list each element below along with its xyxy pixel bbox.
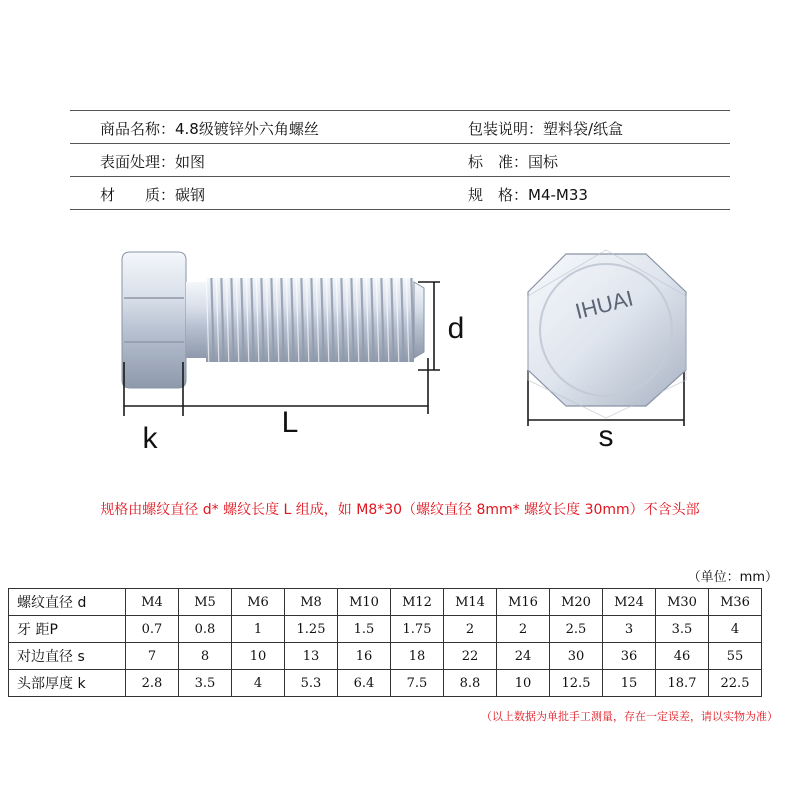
table-cell: 0.8 (179, 616, 232, 643)
table-cell: M12 (391, 589, 444, 616)
table-cell: 5.3 (285, 670, 338, 697)
specification-note: 规格由螺纹直径 d* 螺纹长度 L 组成，如 M8*30（螺纹直径 8mm* 螺纹长度 30mm）不含头部 (100, 502, 700, 518)
label-d: d (447, 312, 465, 345)
table-cell: M24 (603, 589, 656, 616)
info-row (70, 110, 730, 144)
row-header: 对边直径 s (9, 643, 126, 670)
table-cell: 24 (497, 643, 550, 670)
bolt-side-view (122, 252, 424, 388)
table-cell: 46 (656, 643, 709, 670)
bolt-dimension-drawing (0, 230, 800, 470)
table-cell: 15 (603, 670, 656, 697)
table-cell: M20 (550, 589, 603, 616)
table-cell: 30 (550, 643, 603, 670)
table-cell: 18.7 (656, 670, 709, 697)
table-cell: 36 (603, 643, 656, 670)
surface-treatment: 表面处理：如图 (100, 153, 206, 171)
row-header: 螺纹直径 d (9, 589, 126, 616)
table-cell: 2 (444, 616, 497, 643)
table-row (9, 670, 762, 697)
label-s: s (598, 420, 614, 453)
table-cell: 3 (603, 616, 656, 643)
table-cell: 16 (338, 643, 391, 670)
product-info-table (70, 110, 730, 210)
table-cell: 4 (709, 616, 762, 643)
table-cell: 12.5 (550, 670, 603, 697)
standard: 标 准：国标 (468, 153, 559, 171)
table-cell: 1.5 (338, 616, 391, 643)
label-k: k (142, 422, 158, 455)
table-cell: M5 (179, 589, 232, 616)
table-cell: 1.25 (285, 616, 338, 643)
table-cell: 18 (391, 643, 444, 670)
measurement-disclaimer: （以上数据为单批手工测量，存在一定误差，请以实物为准） (481, 710, 778, 723)
specification-table (8, 588, 762, 697)
table-cell: 7.5 (391, 670, 444, 697)
table-cell: 0.7 (126, 616, 179, 643)
table-cell: M36 (709, 589, 762, 616)
table-cell: M6 (232, 589, 285, 616)
packaging-note: 包装说明：塑料袋/纸盒 (468, 120, 624, 138)
table-cell: 3.5 (179, 670, 232, 697)
table-cell: 1.75 (391, 616, 444, 643)
table-cell: 1 (232, 616, 285, 643)
table-cell: 2.5 (550, 616, 603, 643)
table-cell: M8 (285, 589, 338, 616)
table-row (9, 643, 762, 670)
label-L: L (281, 406, 299, 439)
table-cell: M14 (444, 589, 497, 616)
table-cell: 6.4 (338, 670, 391, 697)
info-row (70, 144, 730, 177)
table-cell: M30 (656, 589, 709, 616)
product-name: 商品名称：4.8级镀锌外六角螺丝 (100, 120, 319, 138)
table-cell: 55 (709, 643, 762, 670)
row-header: 牙 距P (9, 616, 126, 643)
table-cell: 2.8 (126, 670, 179, 697)
table-cell: M16 (497, 589, 550, 616)
table-cell: 10 (232, 643, 285, 670)
table-cell: 22.5 (709, 670, 762, 697)
head-marking-text: IHUAI (572, 285, 636, 324)
table-cell: M10 (338, 589, 391, 616)
table-cell: 10 (497, 670, 550, 697)
specification-range: 规 格：M4-M33 (468, 186, 588, 204)
table-cell: 8 (179, 643, 232, 670)
table-cell: 4 (232, 670, 285, 697)
table-cell: 22 (444, 643, 497, 670)
table-cell: 3.5 (656, 616, 709, 643)
table-cell: M4 (126, 589, 179, 616)
table-cell: 2 (497, 616, 550, 643)
unit-label: （单位：mm） (687, 570, 778, 585)
table-cell: 7 (126, 643, 179, 670)
table-cell: 13 (285, 643, 338, 670)
material: 材 质：碳钢 (100, 186, 206, 204)
bolt-head-top-view (528, 250, 686, 418)
row-header: 头部厚度 k (9, 670, 126, 697)
table-row (9, 616, 762, 643)
table-row (9, 589, 762, 616)
table-cell: 8.8 (444, 670, 497, 697)
info-row (70, 177, 730, 210)
